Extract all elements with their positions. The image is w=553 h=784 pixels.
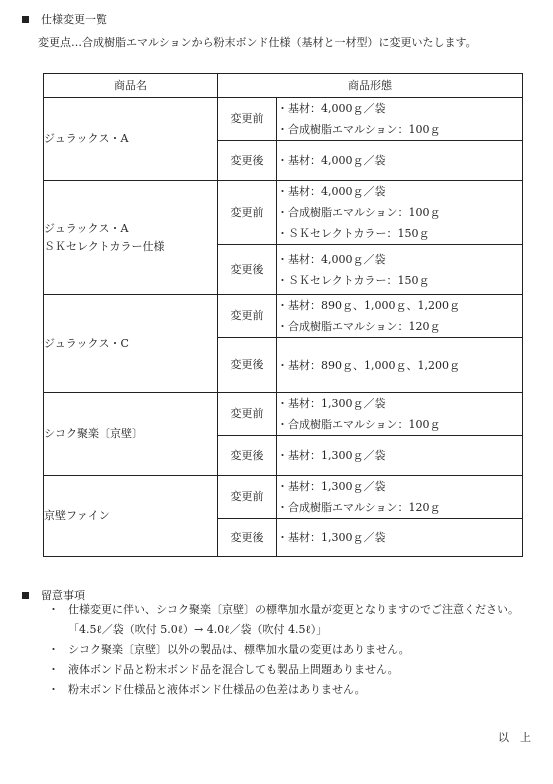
section-heading-spec-changes — [22, 13, 107, 26]
list-item — [48, 640, 519, 660]
form-item: ・合成樹脂エマルション：120ｇ — [277, 320, 441, 333]
table-header-row — [44, 74, 523, 98]
form-item: ・基材：1,300ｇ／袋 — [277, 480, 386, 493]
note-text: 粉末ボンド仕様品と液体ボンド仕様品の色差はありません。 — [68, 683, 366, 696]
form-item: ・基材：890ｇ、1,000ｇ、1,200ｇ — [277, 358, 460, 372]
table-row — [44, 393, 523, 436]
change-note: 変更点…合成樹脂エマルションから粉末ボンド仕様（基材と一材型）に変更いたします。 — [38, 36, 477, 49]
product-form-cell — [277, 393, 523, 436]
product-name-cell — [44, 393, 218, 476]
product-name-cell — [44, 98, 218, 181]
product-name-line: ジュラックス・A — [44, 132, 129, 145]
closing-mark: 以 上 — [498, 731, 531, 744]
product-form-cell — [277, 98, 523, 141]
header-product-form: 商品形態 — [218, 74, 523, 98]
product-form-cell — [277, 295, 523, 338]
product-form-cell — [277, 338, 523, 393]
product-form-cell — [277, 436, 523, 476]
table-row — [44, 181, 523, 245]
spec-change-table — [43, 73, 523, 557]
change-state-cell: 変更前 — [218, 476, 277, 519]
change-state-cell: 変更後 — [218, 245, 277, 295]
change-state-cell: 変更後 — [218, 141, 277, 181]
header-product-name: 商品名 — [44, 74, 218, 98]
change-state-cell: 変更前 — [218, 393, 277, 436]
product-form-cell — [277, 181, 523, 245]
product-name-cell — [44, 476, 218, 557]
note-text: シコク聚楽〔京壁〕以外の製品は、標準加水量の変更はありません。 — [68, 643, 410, 656]
notes-list — [48, 600, 519, 700]
form-item: ・基材：4,000ｇ／袋 — [277, 185, 386, 198]
change-state-cell: 変更後 — [218, 436, 277, 476]
product-name-line: シコク聚楽〔京壁〕 — [44, 427, 143, 440]
form-item: ・基材：1,300ｇ／袋 — [277, 449, 386, 462]
list-item — [48, 680, 519, 700]
product-form-cell — [277, 519, 523, 557]
form-item: ・合成樹脂エマルション：100ｇ — [277, 206, 441, 219]
product-name-line: ジュラックス・C — [44, 336, 129, 350]
form-item: ・基材：890ｇ、1,000ｇ、1,200ｇ — [277, 299, 460, 312]
form-item: ・基材：1,300ｇ／袋 — [277, 531, 386, 544]
section-title: 留意事項 — [41, 589, 85, 602]
section-title: 仕様変更一覧 — [41, 13, 107, 26]
list-item — [48, 660, 519, 680]
product-form-cell — [277, 141, 523, 181]
change-state-cell: 変更後 — [218, 519, 277, 557]
square-bullet-icon — [22, 16, 29, 23]
note-text: 液体ボンド品と粉末ボンド品を混合しても製品上問題ありません。 — [68, 663, 399, 676]
table-row — [44, 98, 523, 141]
change-state-cell: 変更後 — [218, 338, 277, 393]
product-form-cell — [277, 245, 523, 295]
table-row — [44, 295, 523, 338]
bullet-icon: ・ — [48, 683, 59, 696]
product-name-line: 京壁ファイン — [44, 509, 110, 522]
product-name-cell — [44, 295, 218, 393]
form-item: ・ＳＫセレクトカラー：150ｇ — [277, 273, 430, 287]
change-state-cell: 変更前 — [218, 295, 277, 338]
product-name-cell — [44, 181, 218, 295]
change-state-cell: 変更前 — [218, 181, 277, 245]
form-item: ・基材：4,000ｇ／袋 — [277, 154, 386, 167]
change-state-cell: 変更前 — [218, 98, 277, 141]
form-item: ・合成樹脂エマルション：100ｇ — [277, 418, 441, 431]
bullet-icon: ・ — [48, 603, 59, 616]
square-bullet-icon — [22, 592, 29, 599]
form-item: ・合成樹脂エマルション：120ｇ — [277, 501, 441, 514]
list-item — [48, 600, 519, 640]
form-item: ・基材：4,000ｇ／袋 — [277, 102, 386, 115]
product-name-line: ＳＫセレクトカラー仕様 — [44, 239, 165, 253]
table-row — [44, 476, 523, 519]
product-form-cell — [277, 476, 523, 519]
form-item: ・合成樹脂エマルション：100ｇ — [277, 123, 441, 136]
bullet-icon: ・ — [48, 663, 59, 676]
bullet-icon: ・ — [48, 643, 59, 656]
form-item: ・ＳＫセレクトカラー：150ｇ — [277, 227, 430, 240]
note-subtext: 「4.5ℓ／袋（吹付 5.0ℓ）→ 4.0ℓ／袋（吹付 4.5ℓ）」 — [68, 623, 328, 636]
form-item: ・基材：4,000ｇ／袋 — [277, 252, 386, 266]
product-name-line: ジュラックス・A — [44, 221, 129, 235]
note-text: 仕様変更に伴い、シコク聚楽〔京壁〕の標準加水量が変更となりますのでご注意ください。 — [68, 603, 519, 616]
form-item: ・基材：1,300ｇ／袋 — [277, 397, 386, 410]
